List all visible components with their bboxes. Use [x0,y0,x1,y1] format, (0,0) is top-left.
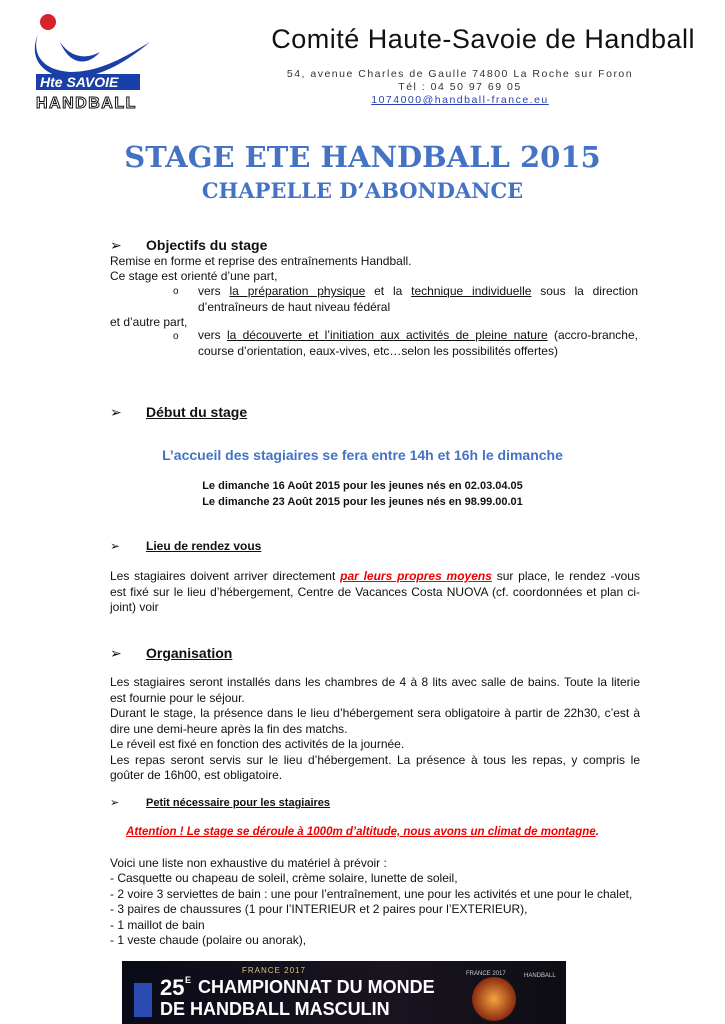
svg-text:25: 25 [160,975,185,1000]
list-item: - 1 veste chaude (polaire ou anorak), [110,933,307,947]
objectifs-bullet-1: vers la préparation physique et la technique individuelle sous la direction d’entraîneurs de haut niveau fédéral [198,284,638,314]
handball-ball-icon [472,977,516,1021]
section-necessaire-heading: ➢ Petit nécessaire pour les stagiaires [110,797,331,809]
phone: Tél : 04 50 97 69 05 [398,81,522,93]
date-line-2: Le dimanche 23 Août 2015 pour les jeunes nés en 98.99.00.01 [202,496,523,508]
materiel-intro: Voici une liste non exhaustive du matériel à prévoir : [110,856,387,870]
lieu-text: Les stagiaires doivent arriver directement par leurs propres moyens sur place, le rendez -vous est fixé sur le lieu d’hébergement, Centre de Vacances Costa NUOVA (cf. coordonnées et plan ci-joint) voir [110,569,640,614]
stage-title: STAGE ETE HANDBALL 2015 [124,140,601,174]
arrow-bullet-icon: ➢ [110,645,122,661]
arrow-bullet-icon: ➢ [110,797,120,809]
svg-text:HANDBALL: HANDBALL [524,973,556,979]
arrow-bullet-icon: ➢ [110,539,121,553]
section-lieu-heading: ➢ Lieu de rendez vous [110,539,262,553]
objectifs-text-3: et d’autre part, [110,315,188,329]
list-item: - Casquette ou chapeau de soleil, crème solaire, lunette de soleil, [110,871,458,885]
objectifs-bullet-2: vers la découverte et l’initiation aux activités de pleine nature (accro-branche, course d’orientation, eaux-vives, etc…selon les possibilités offertes) [198,328,638,358]
svg-text:FRANCE 2017: FRANCE 2017 [242,966,306,975]
section-organisation-heading: ➢ Organisation [110,645,233,661]
date-line-1: Le dimanche 16 Août 2015 pour les jeunes nés en 02.03.04.05 [202,480,523,492]
arrow-bullet-icon: ➢ [110,404,122,420]
materiel-list [110,871,640,949]
objectifs-text-1: Remise en forme et reprise des entraînements Handball. [110,254,412,268]
circle-bullet-icon: o [173,331,179,342]
list-item: - 2 voire 3 serviettes de bain : une pour l’entraînement, une pour les activités et une pour le chalet, [110,886,633,901]
stage-location-title: CHAPELLE D’ABONDANCE [201,178,524,203]
championship-banner-graphic [122,961,566,1024]
trophy-icon [134,983,152,1017]
email-link[interactable]: 1074000@handball-france.eu [371,94,549,106]
svg-text:Hte SAVOIE: Hte SAVOIE [40,74,119,90]
svg-text:DE HANDBALL MASCULIN: DE HANDBALL MASCULIN [160,999,390,1019]
address: 54, avenue Charles de Gaulle 74800 La Roche sur Foron [286,68,634,80]
handball-logo [30,12,170,112]
list-item: - 3 paires de chaussures (1 pour l’INTERIEUR et 2 paires pour l’EXTERIEUR), [110,902,528,916]
svg-text:E: E [185,975,192,985]
organization-title: Comité Haute-Savoie de Handball [271,24,695,54]
accueil-text: L’accueil des stagiaires se fera entre 14h et 16h le dimanche [162,447,563,463]
attention-warning: Attention ! Le stage se déroule à 1000m d’altitude, nous avons un climat de montagne. [126,826,599,838]
list-item: - 1 maillot de bain [110,917,205,932]
section-objectifs-heading: ➢ Objectifs du stage [110,237,268,253]
championship-banner [122,961,566,1024]
organisation-text: Les stagiaires seront installés dans les chambres de 4 à 8 lits avec salle de bains. Toute la literie est fournie pour le séjour. Durant le stage, la présence dans le lieu d’hébergement sera obligatoire à partir de 22h30, c’est à dire une demi-heure après la fin des matchs. Le réveil est fixé en fonction des activités de la journée. Les repas seront servis sur le lieu d’hébergement. La présence à tous les repas, y compris le goûter de 16h00, est obligatoire. [110,675,640,782]
circle-bullet-icon: o [173,286,179,297]
svg-text:FRANCE 2017: FRANCE 2017 [466,971,506,977]
svg-text:CHAMPIONNAT DU MONDE: CHAMPIONNAT DU MONDE [198,977,435,997]
svg-text:HANDBALL: HANDBALL [36,95,137,112]
arrow-bullet-icon: ➢ [110,237,122,253]
objectifs-text-2: Ce stage est orienté d’une part, [110,269,278,283]
handball-player-logo-icon [30,12,170,112]
section-debut-heading: ➢ Début du stage [110,404,248,420]
